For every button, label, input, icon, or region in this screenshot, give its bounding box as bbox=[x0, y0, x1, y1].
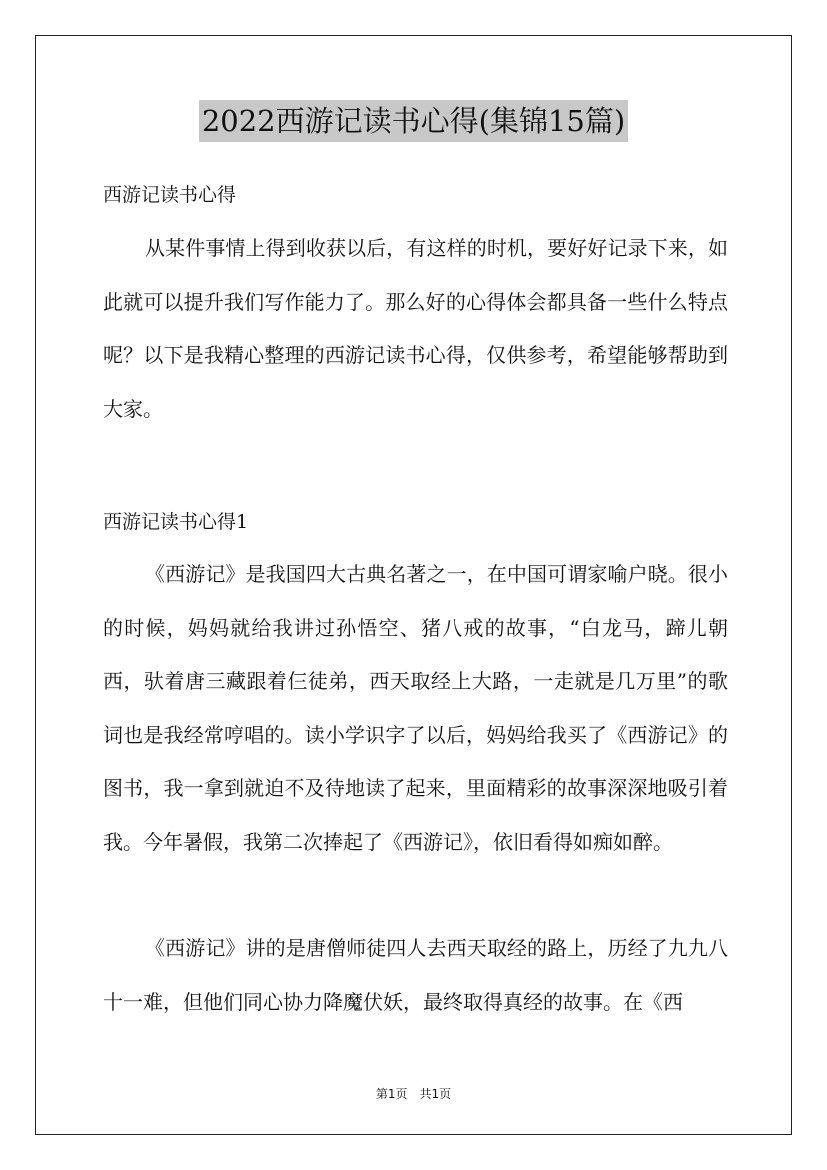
section-heading-1: 西游记读书心得1 bbox=[103, 511, 249, 533]
body-paragraph-1: 《西游记》是我国四大古典名著之一，在中国可谓家喻户晓。很小的时候，妈妈就给我讲过孙悟空、猪八戒的故事，“白龙马，蹄儿朝西，驮着唐三藏跟着仨徒弟，西天取经上大路，一走就是几万里”的歌词也是我经常哼唱的。读小学识字了以后，妈妈给我买了《西游记》的图书，我一拿到就迫不及待地读了起来，里面精彩的故事深深地吸引着我。今年暑假，我第二次捧起了《西游记》，依旧看得如痴如醉。 bbox=[103, 562, 728, 854]
body-paragraph-2: 《西游记》讲的是唐僧师徒四人去西天取经的路上，历经了九九八十一难，但他们同心协力降魔伏妖，最终取得真经的故事。在《西 bbox=[103, 936, 728, 1014]
section-heading-intro: 西游记读书心得 bbox=[103, 184, 237, 206]
intro-paragraph: 从某件事情上得到收获以后，有这样的时机，要好好记录下来，如此就可以提升我们写作能力了。那么好的心得体会都具备一些什么特点呢？以下是我精心整理的西游记读书心得，仅供参考，希望能够帮助到大家。 bbox=[103, 236, 728, 421]
page-footer: 第1页 共1页 bbox=[375, 1087, 452, 1101]
title-highlight: 2022西游记读书心得(集锦15篇) bbox=[199, 100, 628, 142]
document-title bbox=[0, 99, 827, 140]
